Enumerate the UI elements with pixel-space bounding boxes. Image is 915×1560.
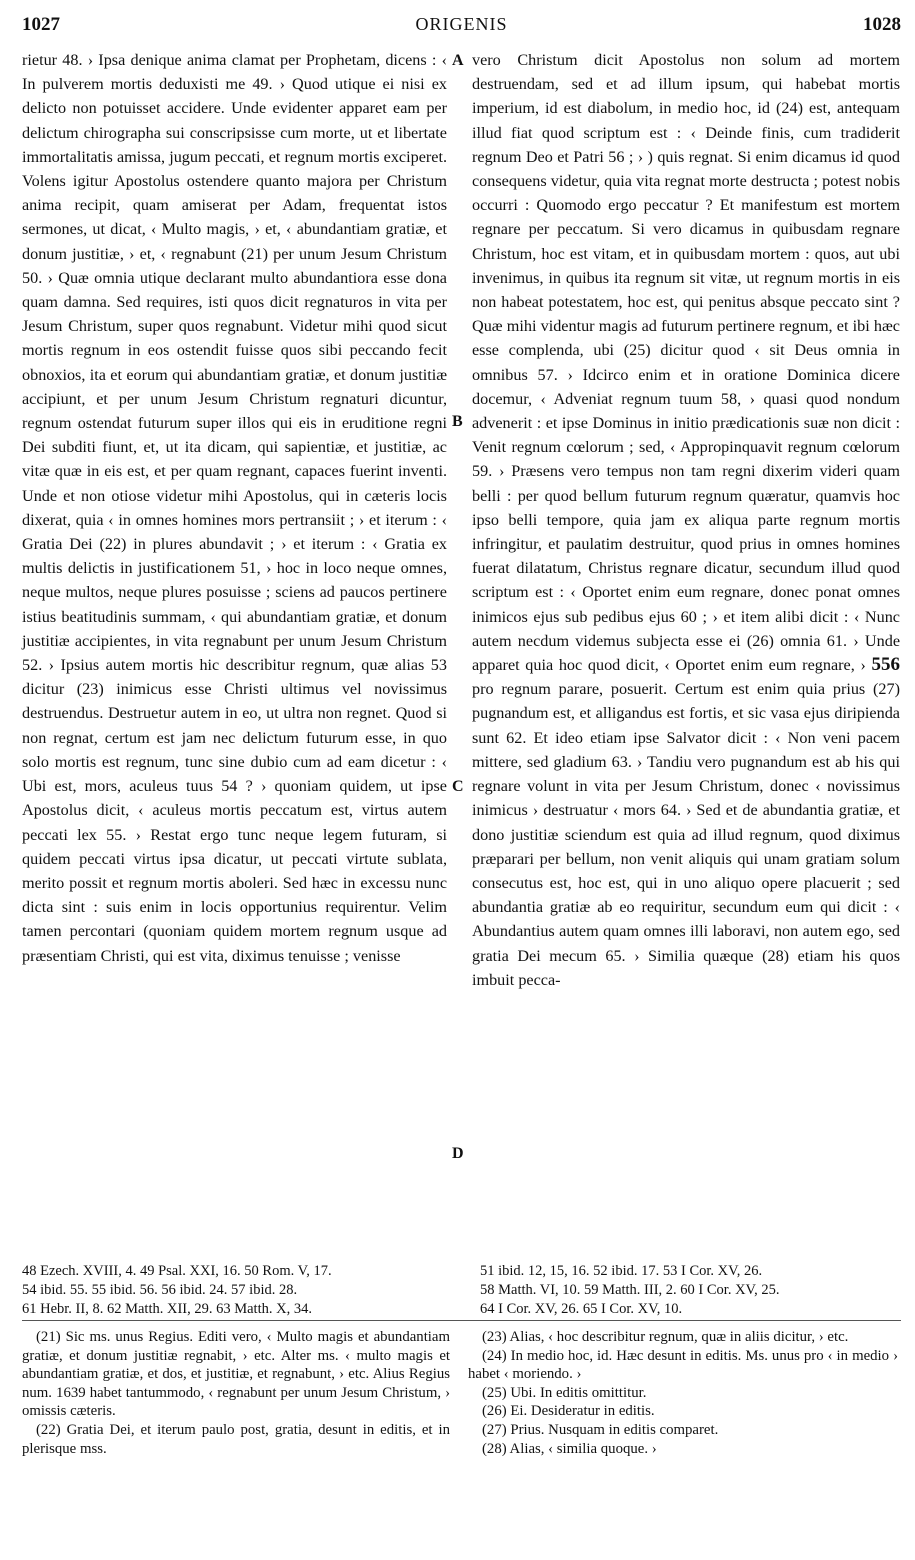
footnotes-left [22, 1328, 450, 1458]
reference-line: 58 Matth. VI, 10. 59 Matth. III, 2. 60 I Cor. XV, 25. [480, 1282, 780, 1298]
reference-line: 48 Ezech. XVIII, 4. 49 Psal. XXI, 16. 50 Rom. V, 17. [22, 1263, 332, 1279]
footnote: (21) Sic ms. unus Regius. Editi vero, ‹ Multo magis et abundantiam gratiæ, et donum justitiæ regnabit, › etc. Alter ms. ‹ multo magis et abundantiam gratiæ, et dos, et justitiæ, et regnabunt, › etc. Alius Regius num. 1639 habet tantummodo, ‹ regnabunt per unum Jesum Christum, › omissis cæteris. [22, 1329, 450, 1420]
reference-line: 64 I Cor. XV, 26. 65 I Cor. XV, 10. [480, 1301, 683, 1317]
column-left-text: rietur 48. › Ipsa denique anima clamat per Prophetam, dicens : ‹ In pulverem mortis deduxisti me 49. › Quod utique ei nisi ex delicto non potuisset accidere. Unde evidenter apparet eam per delictum chirographa sui conscripsisse cum morte, ut et libertate immortalitatis amissa, jugum peccati, et regnum mortis exciperet. Volens igitur Apostolus ostendere quanto majora per Christum anima recipit, quam amiserat per Adam, frequentat istos sermones, ut dicat, ‹ Multo magis, › et, ‹ abundantiam gratiæ, et donum justitiæ, › et, ‹ regnabunt (21) per unum Jesum Christum 50. › Quæ omnia utique declarant multo abundantiora esse dona quam damna. Sed requires, isti quos dicit regnaturos in vita per Jesum Christum, super quos regnabunt. Videtur mihi quod sicut mortis regnum in eos ostendit fuisse quos sibi peccando fecit obnoxios, ita et eorum qui abundantiam gratiæ, et donum justitiæ accipiunt, et per unum Jesum Christum regnaturi dicuntur, regnum ostendat futurum super illos qui eis in eruditione regni Dei subditi fiunt, et, ut ita dicam, qui sapientiæ, et justitiæ, ac vitæ quæ in eis est, et per quam regnant, capaces fuerint inventi. Unde et non otiose videtur mihi Apostolus, qui in cæteris locis dixerat, quia ‹ in omnes homines mors pertransiit ; › et iterum : ‹ Gratia Dei (22) in plures abundavit ; › et iterum : ‹ Gratia ex multis delictis in justificationem 51, › hoc in loco neque omnes, neque multos, neque plures posuisse ; sciens ad paucos pertinere istius beatitudinis summam, ‹ qui abundantiam gratiæ, et donum justitiæ accipientes, in vita regnabunt per unum Jesum Christum 52. › Ipsius autem mortis hic describitur regnum, quæ alias 53 dicitur (23) inimicus esse Christi ultimus vel novissimus destruendus. Destruetur autem in eo, ut ultra non regnet. Quod si non regnat, certum est jam nec delictum futurum esse, in quo solo mortis est regnum, tunc sine dubio cum ad eam dicetur : ‹ Ubi est, mors, aculeus tuus 54 ? › quoniam quidem, ut ipse Apostolus dicit, ‹ aculeus mortis peccatum est, virtus autem peccati lex 55. › Restat ergo tunc neque legem futuram, si quidem peccati virtus ipsa dicatur, ut peccati virtute sublata, merito possit et regnum mortis aboleri. Sed hæc in excessu nunc dicta sint : suis enim in locis opportunius requirentur. Velim tamen percontari (quoniam quidem mortem regnum usque ad præsentiam Christi, qui est vita, diximus tenuisse ; venisse [22, 51, 447, 965]
footnote: (25) Ubi. In editis omittitur. [482, 1384, 647, 1401]
page-number-right: 1028 [863, 14, 901, 35]
footnote: (24) In medio hoc, id. Hæc desunt in editis. Ms. unus pro ‹ in medio › habet ‹ moriendo. › [468, 1347, 898, 1383]
text-column-left [22, 48, 447, 968]
running-title: ORIGENIS [415, 14, 508, 34]
reference-line: 51 ibid. 12, 15, 16. 52 ibid. 17. 53 I Cor. XV, 26. [480, 1263, 763, 1279]
footnote: (22) Gratia Dei, et iterum paulo post, gratia, desunt in editis, et in plerisque mss. [22, 1421, 450, 1457]
margin-marker-c: C [452, 778, 464, 795]
column-right-text-before: vero Christum dicit Apostolus non solum ad mortem destruendam, sed et ad illum ipsum, qui habebat mortis imperium, id est diabolum, in medio hoc, id (24) est, antequam illud fiat quod scriptum est : ‹ Deinde finis, cum tradiderit regnum Deo et Patri 56 ; › ) quis regnat. Si enim dicamus id quod consequens videtur, quia vita regnat morte destructa ; potest nobis occurri : Quomodo ergo peccatur ? Et manifestum est mortem regnare per peccatum. Si vero dicamus in quibusdam regnare Christum, hoc est vitam, et in quibusdam mortem : quos, aut ubi invenimus, in quibus ita regnum sit vitæ, ut regnum mortis in eis non habeat potestatem, hoc est, qui penitus absque peccato sint ? Quæ mihi videntur magis ad futurum pertinere regnum, et ibi hæc esse complenda, ubi (25) dicitur quod ‹ sit Deus omnia in omnibus 57. › Idcirco enim et in oratione Dominica dicere docemur, ‹ Adveniat regnum tuum 58, › quasi quod nondum advenerit : et ipse Dominus in initio prædicationis suæ non dicit : Venit regnum cœlorum ; sed, ‹ Appropinquavit regnum cœlorum 59. › Præsens vero tempus non tam regni dixerim videri quam belli : per quod bellum futurum regnum quæratur, quamvis hoc ipso belli tempore, quia jam ex aliqua parte regnum mortis infringitur, et paulatim destruitur, quod prius in omnes homines fuerat dilatatum, Christus regnare dicatur, secundum illud quod scriptum est : ‹ Oportet enim eum regnare, donec ponat omnes inimicos ejus sub pedibus ejus 60 ; › et item alibi dicit : ‹ Nunc autem necdum videmus subjecta esse ei (26) omnia 61. › Unde apparet quia hoc quod dicit, ‹ Oportet enim eum regnare, › [472, 51, 900, 675]
margin-marker-a: A [452, 52, 464, 69]
column-right-text [472, 48, 900, 992]
page-header [22, 14, 901, 40]
margin-marker-b: B [452, 413, 463, 430]
margin-marker-d: D [452, 1145, 464, 1162]
text-column-right [472, 48, 900, 992]
footnote-divider [22, 1320, 901, 1321]
references-left [22, 1262, 462, 1319]
page-number-left: 1027 [22, 14, 60, 35]
footnote: (26) Ei. Desideratur in editis. [482, 1403, 655, 1420]
footnote: (27) Prius. Nusquam in editis comparet. [482, 1421, 719, 1438]
footnotes-right [468, 1328, 898, 1458]
edition-page-number: 556 [871, 654, 900, 676]
footnote: (23) Alias, ‹ hoc describitur regnum, quæ in aliis dicitur, › etc. [482, 1329, 849, 1345]
column-right-text-after: pro regnum parare, posuerit. Certum est enim quia prius (27) pugnandum est, et alligandus est fortis, et sic vasa ejus diripienda sunt 62. Et ideo etiam ipse Salvator dicit : ‹ Non veni pacem mittere, sed gladium 63. › Tandiu vero pugnandum est ab his qui regnare volunt in vita per Jesum Christum, donec ‹ novissimus inimicus › destruatur ‹ mors 64. › Sed et de abundantia gratiæ, et dono justitiæ sciendum est quia ad illud regnum, quod diximus præparari per bellum, non venit aliquis qui unam gratiam solum consecutus est, hoc est, qui in uno aliquo opere placuerit ; sed abundantia gratiæ ab eo requiritur, secundum eum qui dicit : ‹ Abundantius autem quam omnes illi laboravi, non autem ego, sed gratia Dei mecum 65. › Similia quæque (28) etiam his quos imbuit pecca- [472, 680, 900, 989]
references-right [480, 1262, 915, 1319]
reference-line: 61 Hebr. II, 8. 62 Matth. XII, 29. 63 Matth. X, 34. [22, 1301, 312, 1317]
reference-line: 54 ibid. 55. 55 ibid. 56. 56 ibid. 24. 57 ibid. 28. [22, 1282, 298, 1298]
footnote: (28) Alias, ‹ similia quoque. › [482, 1440, 657, 1457]
